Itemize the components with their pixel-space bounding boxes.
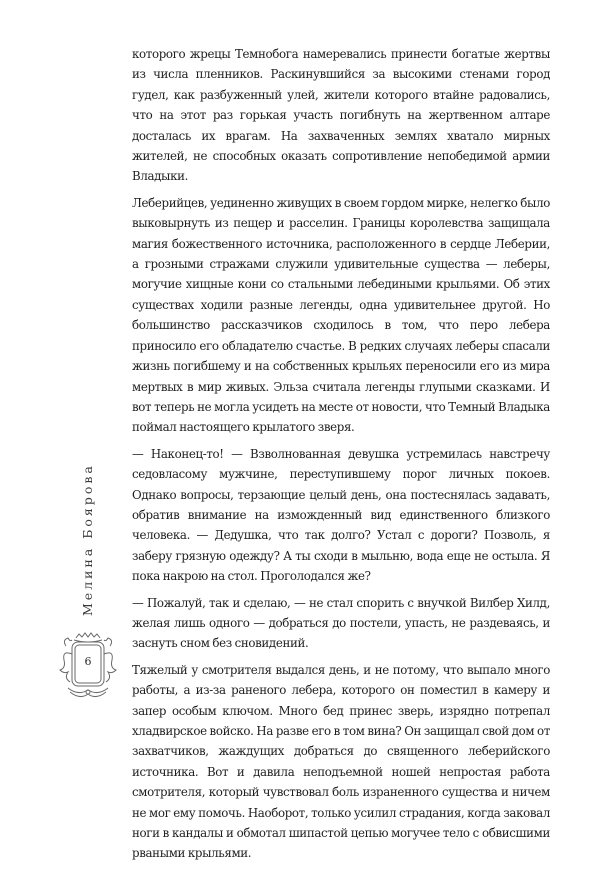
paragraph: — Пожалуй, так и сделаю, — не стал спорить с внучкой Вилбер Хилд, желая лишь одного — добраться до постели, упасть, не раздеваясь, и заснуть сном без сновидений. <box>132 595 550 651</box>
paragraph: которого жрецы Темнобога намеревались принести богатые жертвы из числа пленников. Раскинувшийся за высокими стенами город гудел, как разбуженный улей, жители которого втайне радовались, что на этот раз горькая участь погибнуть на жертвенном алтаре досталась их врагам. На захваченных землях хватало мирных жителей, не способных оказать сопротивление непобедимой армии Владыки. <box>132 47 550 184</box>
paragraph: Леберийцев, уединенно живущих в своем гордом мирке, нелегко было выковырнуть из пещер и расселин. Границы королевства защищала магия божественного источника, расположенного в сердце Леберии, а грозными стражами служили удивительные существа — леберы, могучие хищные кони со стальными лебедиными крыльями. Об этих существах ходили разные легенды, одна удивительнее другой. Но большинство рассказчиков сходилось в том, что перо лебера приносило его обладателю счастье. В редких случаях леберы спасали жизнь погибшему и на собственных крыльях переносили его из мира мертвых в мир живых. Эльза считала легенды глупыми сказками. И вот теперь не могла усидеть на месте от новости, что Темный Владыка поймал настоящего крылатого зверя. <box>132 195 550 435</box>
author-running-head: Мелина Боярова <box>80 463 95 616</box>
body-text <box>132 44 550 870</box>
page-number: 6 <box>84 655 92 668</box>
paragraph: — Наконец-то! — Взволнованная девушка устремилась навстречу седовласому мужчине, переступившему порог личных покоев. Однако вопросы, терзающие целый день, она постеснялась задавать, обратив внимание на изможденный вид единственного близкого человека. — Дедушка, что так долго? Устал с дороги? Позволь, я заберу грязную одежду? А ты сходи в мыльню, вода еще не остыла. Я пока накрою на стол. Проголодался же? <box>132 446 550 584</box>
paragraph: Тяжелый у смотрителя выдался день, и не потому, что выпало много работы, а из-за раненого лебера, которого он поместил в камеру и запер особым ключом. Много бед принес зверь, изрядно потрепал хладвирское войско. На разве его в том вина? Он защищал свой дом от захватчиков, жаждущих добраться до священного леберийского источника. Вот и давила неподъемной ношей непростая работа смотрителя, который чувствовал боль израненного существа и ничем не мог ему помочь. Наоборот, только усилил страдания, когда заковал ноги в кандалы и обмотал шипастой цепью могучее тело с обвисшими рваными крыльями. <box>132 662 550 861</box>
